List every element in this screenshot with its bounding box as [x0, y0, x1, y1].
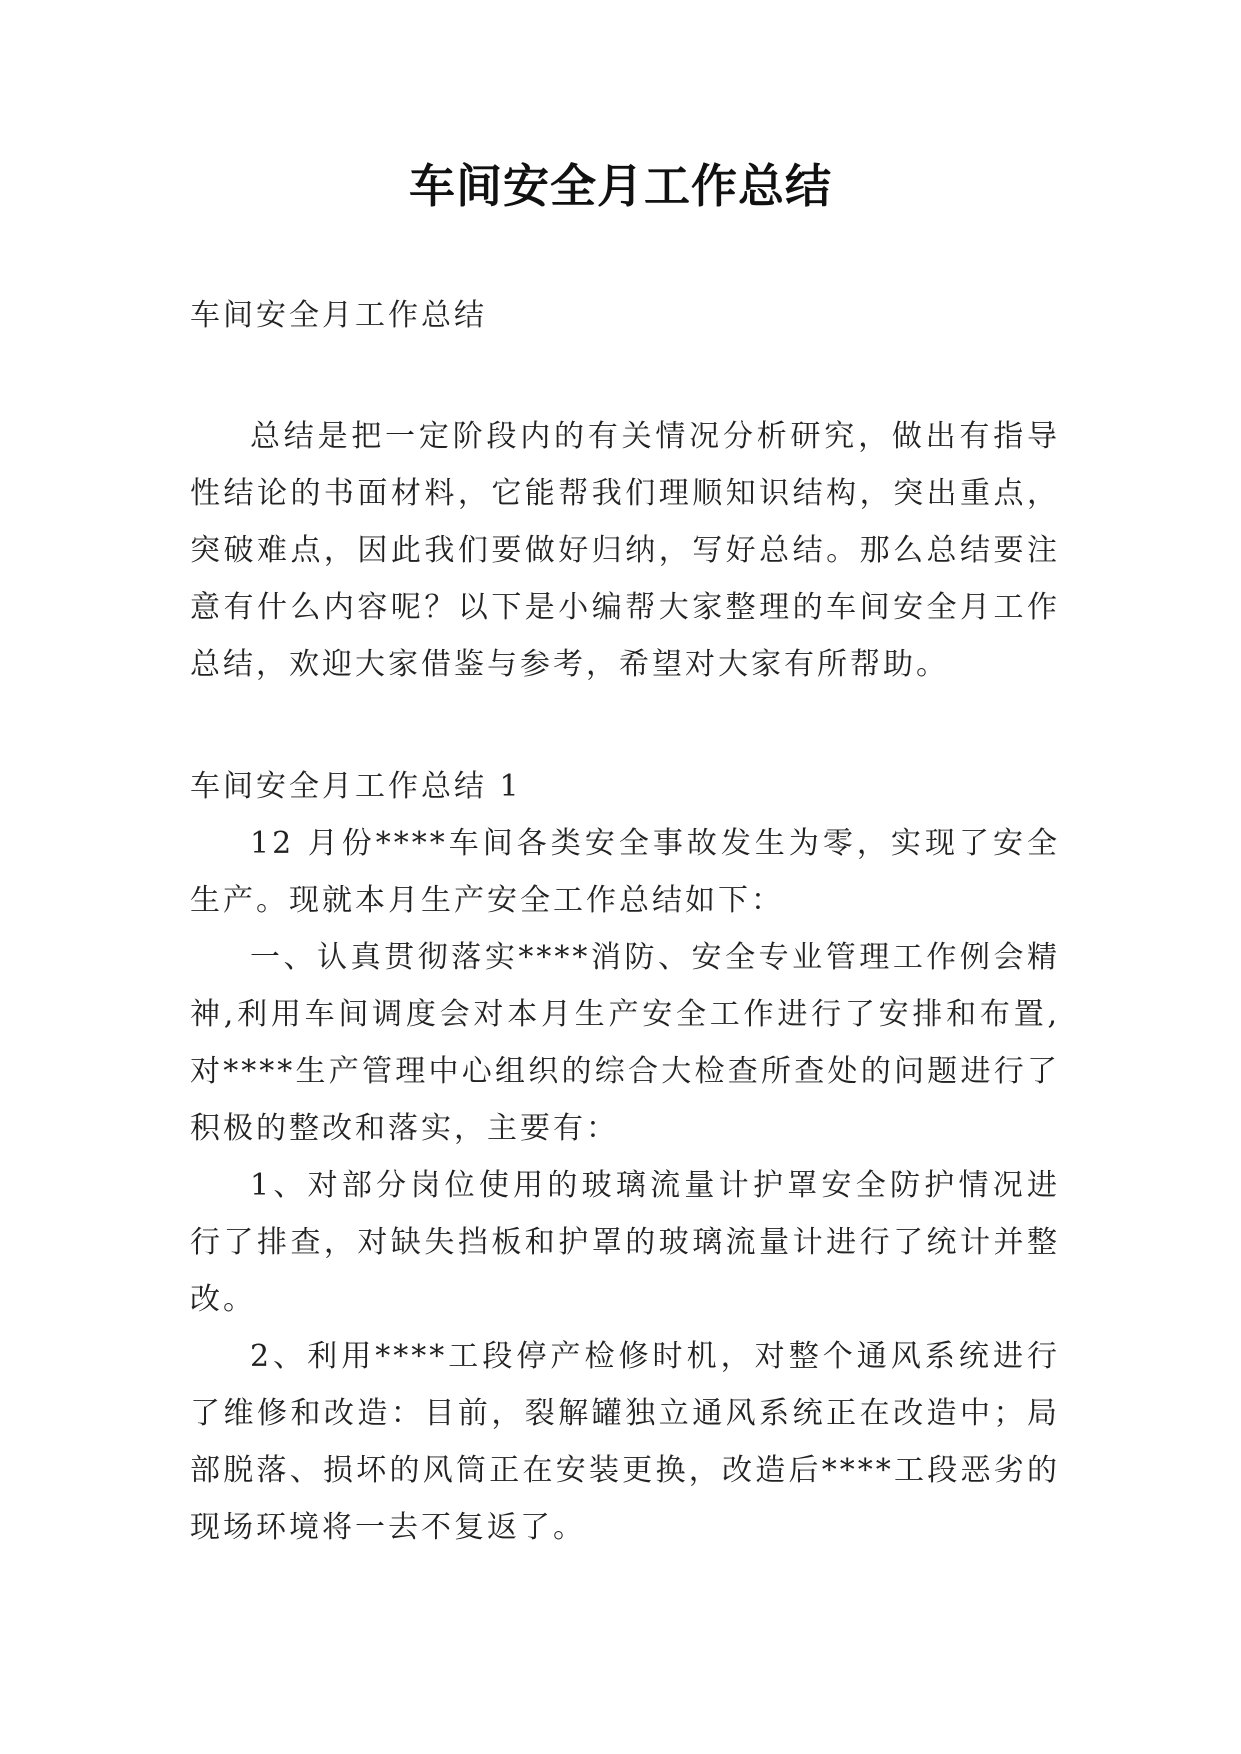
paragraph: 12 月份****车间各类安全事故发生为零，实现了安全生产。现就本月生产安全工作总结如下：: [190, 826, 1060, 918]
paragraph: 一、认真贯彻落实****消防、安全专业管理工作例会精神,利用车间调度会对本月生产安全工作进行了安排和布置,对****生产管理中心组织的综合大检查所查处的问题进行了积极的整改和落实，主要有：: [190, 940, 1060, 1146]
paragraph: 2、利用****工段停产检修时机，对整个通风系统进行了维修和改造：目前，裂解罐独立通风系统正在改造中；局部脱落、损坏的风筒正在安装更换，改造后****工段恶劣的现场环境将一去不复返了。: [190, 1339, 1060, 1545]
section-body: [190, 815, 1060, 1556]
intro-section: [190, 408, 1060, 693]
subtitle-text: 车间安全月工作总结: [190, 298, 487, 333]
document-title: 车间安全月工作总结: [409, 159, 832, 213]
document-subtitle: [190, 287, 1060, 344]
section-heading: [190, 758, 1060, 815]
intro-paragraph: 总结是把一定阶段内的有关情况分析研究，做出有指导性结论的书面材料，它能帮我们理顺知识结构，突出重点，突破难点，因此我们要做好归纳，写好总结。那么总结要注意有什么内容呢？以下是小编帮大家整理的车间安全月工作总结，欢迎大家借鉴与参考，希望对大家有所帮助。: [190, 419, 1060, 682]
paragraph: 1、对部分岗位使用的玻璃流量计护罩安全防护情况进行了排查，对缺失挡板和护罩的玻璃流量计进行了统计并整改。: [190, 1168, 1060, 1317]
section-title-text: 车间安全月工作总结 1: [190, 769, 522, 804]
